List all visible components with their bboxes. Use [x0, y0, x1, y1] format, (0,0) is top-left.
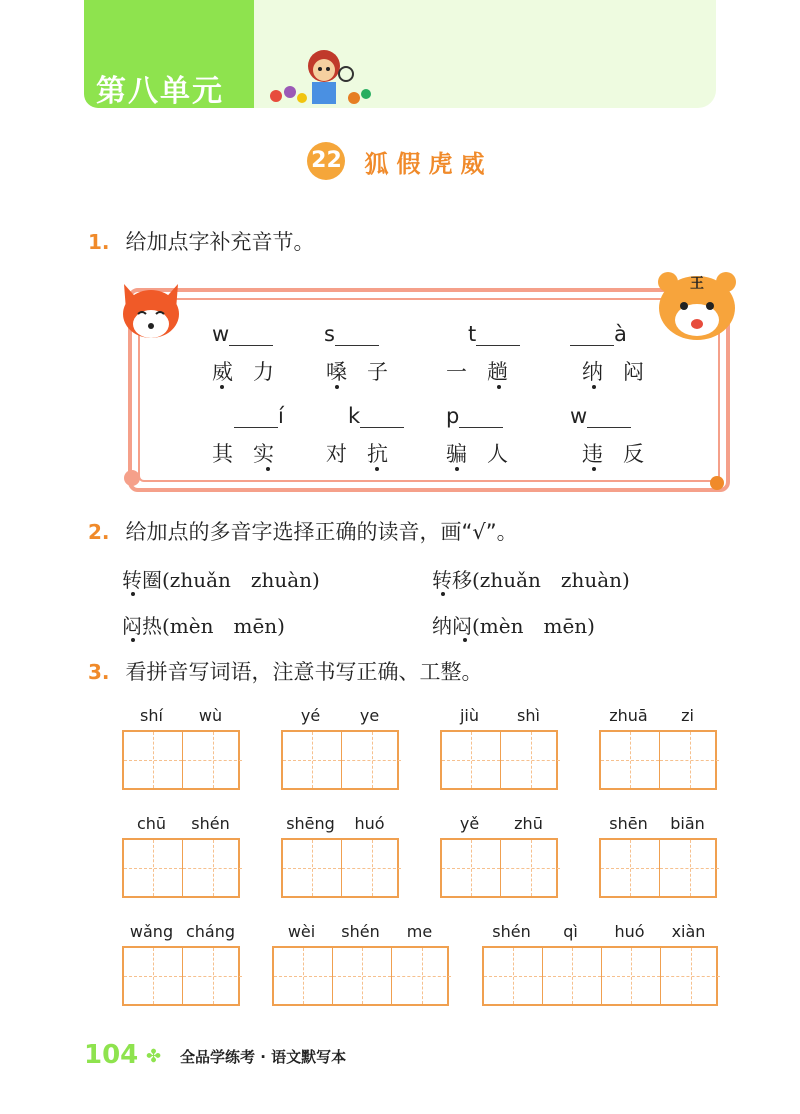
- grid-cell[interactable]: [484, 948, 543, 1004]
- grid-cell[interactable]: [124, 840, 183, 896]
- pinyin-label: shì: [517, 706, 540, 725]
- pinyin-label: zhū: [514, 814, 543, 833]
- lesson-number: 22: [307, 142, 345, 180]
- pinyin-label: me: [406, 922, 433, 941]
- pinyin-label: jiù: [459, 706, 480, 725]
- word: 一趟: [446, 360, 528, 384]
- pinyin-label: ye: [359, 706, 380, 725]
- writing-grid[interactable]: [440, 730, 558, 790]
- question-text: 给加点的多音字选择正确的读音，画“√”。: [125, 520, 518, 544]
- pinyin-label: chū: [136, 814, 167, 833]
- unit-banner: [84, 0, 716, 108]
- pinyin-blank[interactable]: í: [234, 404, 284, 428]
- question-text: 给加点字补充音节。: [125, 230, 315, 254]
- polyphone-item[interactable]: 闷热(mèn mēn): [122, 614, 285, 638]
- emphasis-dot: [463, 638, 467, 642]
- grid-cell[interactable]: [283, 732, 342, 788]
- frame-dot: [710, 476, 724, 490]
- pinyin-label: shí: [140, 706, 163, 725]
- grid-cell[interactable]: [442, 840, 501, 896]
- writing-grid[interactable]: [122, 838, 240, 898]
- grid-cell[interactable]: [442, 732, 501, 788]
- fox-icon: [118, 280, 184, 342]
- word: 违反: [582, 442, 664, 466]
- pinyin-label: qì: [563, 922, 578, 941]
- lesson-title: 狐假虎威: [364, 149, 493, 178]
- grid-cell[interactable]: [392, 948, 451, 1004]
- writing-grid[interactable]: [440, 838, 558, 898]
- emphasis-dot: [266, 467, 270, 471]
- writing-grid[interactable]: [599, 730, 717, 790]
- grid-cell[interactable]: [602, 948, 661, 1004]
- tiger-icon: [654, 268, 740, 342]
- writing-grid[interactable]: [599, 838, 717, 898]
- pinyin-label: xiàn: [671, 922, 706, 941]
- pinyin-label: huó: [354, 814, 385, 833]
- pinyin-label: shēng: [286, 814, 335, 833]
- pinyin-label: cháng: [185, 922, 236, 941]
- question-3: [88, 656, 483, 686]
- grid-cell[interactable]: [183, 840, 242, 896]
- grid-cell[interactable]: [601, 840, 660, 896]
- pinyin-label: shén: [191, 814, 230, 833]
- question-2: [88, 516, 518, 546]
- question-number: 2.: [88, 520, 110, 544]
- grid-cell[interactable]: [183, 948, 242, 1004]
- emphasis-dot: [131, 638, 135, 642]
- emphasis-dot: [441, 592, 445, 596]
- grid-cell[interactable]: [501, 840, 560, 896]
- grid-cell[interactable]: [333, 948, 392, 1004]
- frame-dot: [124, 470, 140, 486]
- grid-cell[interactable]: [124, 732, 183, 788]
- emphasis-dot: [592, 467, 596, 471]
- pinyin-blank[interactable]: t: [468, 322, 520, 346]
- pinyin-label: yě: [459, 814, 480, 833]
- emphasis-dot: [455, 467, 459, 471]
- writing-grid[interactable]: [272, 946, 449, 1006]
- emphasis-dot: [375, 467, 379, 471]
- svg-text:王: 王: [690, 276, 704, 292]
- word: 威力: [212, 360, 294, 384]
- writing-grid[interactable]: [122, 946, 240, 1006]
- pinyin-label: huó: [614, 922, 645, 941]
- grid-cell[interactable]: [283, 840, 342, 896]
- question-number: 1.: [88, 230, 110, 254]
- pinyin-label: zi: [681, 706, 694, 725]
- grid-cell[interactable]: [342, 732, 401, 788]
- grid-cell[interactable]: [124, 948, 183, 1004]
- grid-cell[interactable]: [342, 840, 401, 896]
- pinyin-blank[interactable]: p: [446, 404, 503, 428]
- word: 其实: [212, 442, 294, 466]
- pinyin-blank[interactable]: s: [324, 322, 379, 346]
- grid-cell[interactable]: [660, 732, 719, 788]
- polyphone-item[interactable]: 转圈(zhuǎn zhuàn): [122, 568, 320, 592]
- pinyin-label: zhuā: [609, 706, 648, 725]
- writing-grid[interactable]: [482, 946, 718, 1006]
- polyphone-item[interactable]: 纳闷(mèn mēn): [432, 614, 595, 638]
- emphasis-dot: [592, 385, 596, 389]
- question-number: 3.: [88, 660, 110, 684]
- question-text: 看拼音写词语，注意书写正确、工整。: [125, 660, 483, 684]
- word: 骗人: [446, 442, 528, 466]
- writing-grid[interactable]: [281, 730, 399, 790]
- word: 对抗: [326, 442, 408, 466]
- lesson-heading: [0, 142, 800, 180]
- pinyin-label: wǎng: [129, 922, 174, 941]
- pinyin-blank[interactable]: k: [348, 404, 404, 428]
- emphasis-dot: [131, 592, 135, 596]
- pinyin-blank[interactable]: à: [570, 322, 627, 346]
- pinyin-label: wèi: [287, 922, 316, 941]
- grid-cell[interactable]: [274, 948, 333, 1004]
- pinyin-blank[interactable]: w: [570, 404, 631, 428]
- grid-cell[interactable]: [660, 840, 719, 896]
- word: 纳闷: [582, 360, 664, 384]
- emphasis-dot: [335, 385, 339, 389]
- grid-cell[interactable]: [543, 948, 602, 1004]
- grid-cell[interactable]: [601, 732, 660, 788]
- question-1: [88, 226, 315, 256]
- emphasis-dot: [220, 385, 224, 389]
- monkey-flowers-illustration: [262, 44, 372, 108]
- writing-grid[interactable]: [122, 730, 240, 790]
- writing-grid[interactable]: [281, 838, 399, 898]
- grid-cell[interactable]: [661, 948, 720, 1004]
- polyphone-item[interactable]: 转移(zhuǎn zhuàn): [432, 568, 630, 592]
- grid-cell[interactable]: [183, 732, 242, 788]
- pinyin-label: biān: [670, 814, 705, 833]
- page-number: 104: [84, 1040, 139, 1070]
- pinyin-label: wù: [198, 706, 223, 725]
- pinyin-blank[interactable]: w: [212, 322, 273, 346]
- clover-icon: ✤: [146, 1046, 162, 1067]
- pinyin-label: yé: [300, 706, 321, 725]
- book-title: 全品学练考 · 语文默写本: [180, 1048, 347, 1066]
- pinyin-label: shēn: [609, 814, 648, 833]
- unit-title: 第八单元: [96, 74, 224, 109]
- pinyin-label: shén: [492, 922, 531, 941]
- grid-cell[interactable]: [501, 732, 560, 788]
- emphasis-dot: [497, 385, 501, 389]
- word: 嗓子: [326, 360, 408, 384]
- pinyin-label: shén: [341, 922, 380, 941]
